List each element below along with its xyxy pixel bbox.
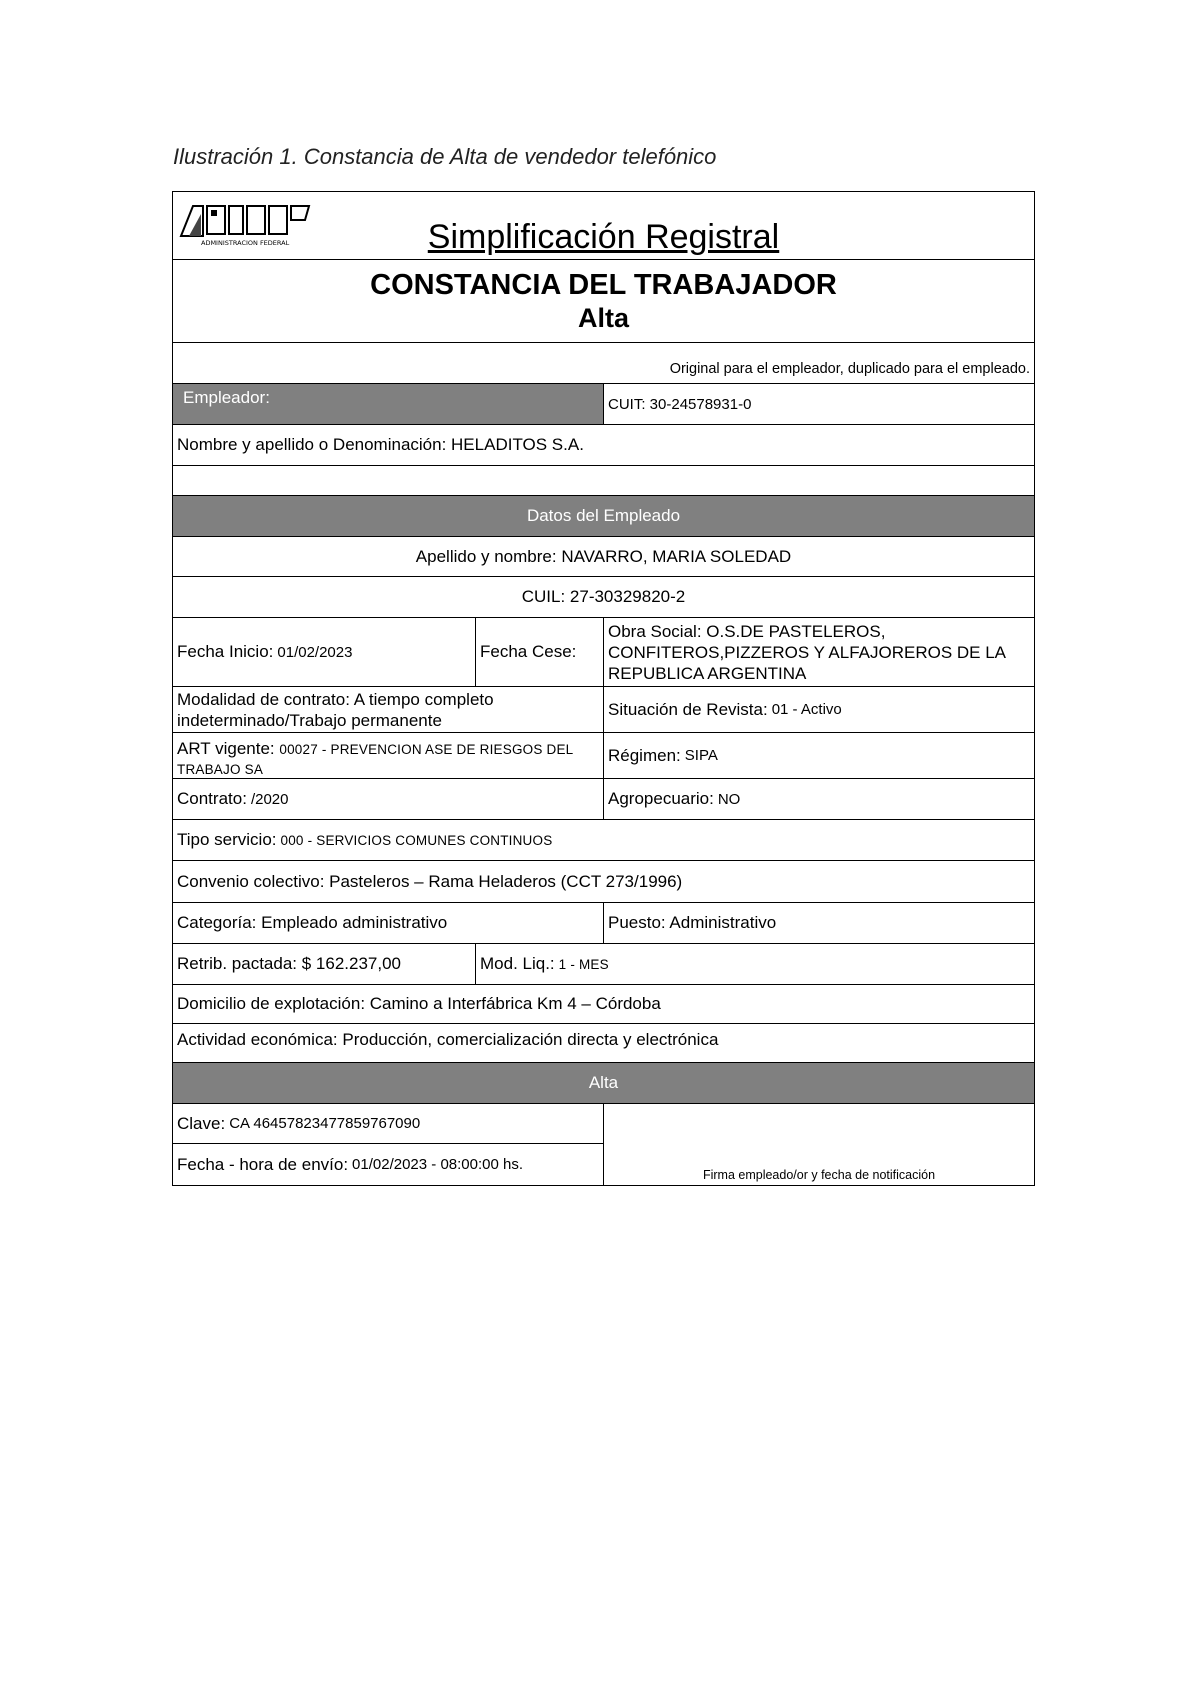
employee-section-heading: Datos del Empleado [173,496,1034,536]
contrato [173,779,603,819]
fecha-envio [173,1144,603,1185]
fecha-inicio [173,618,475,686]
alta-section-heading: Alta [173,1063,1034,1103]
regimen-value: SIPA [684,747,718,764]
retribucion-row [173,944,1034,985]
situacion-value: 01 - Activo [771,701,842,718]
employer-row [173,384,1034,425]
employee-cuil: CUIL: 27-30329820-2 [521,587,686,606]
alta-title: Alta [577,302,629,333]
actividad-economica: Actividad económica: Producción, comercialización directa y electrónica [177,1030,719,1049]
agropecuario-value: NO [717,790,741,808]
figure-caption: Ilustración 1. Constancia de Alta de vendedor telefónico [173,144,717,169]
clave-label: Clave: [177,1113,226,1133]
mod-liq [475,944,1034,984]
art-label: ART vigente: [177,739,280,758]
firma-box [603,1104,1034,1185]
modalidad-row [173,687,1034,733]
situacion-label: Situación de Revista: [608,699,768,719]
employer-cuit: CUIT: 30-24578931-0 [603,384,1034,424]
actividad-row [173,1024,1034,1063]
clave [173,1104,603,1144]
convenio-colectivo: Convenio colectivo: Pasteleros – Rama Heladeros (CCT 273/1996) [177,871,683,891]
mod-liq-label: Mod. Liq.: [480,954,555,973]
alta-section-header [173,1063,1034,1104]
domicilio-explotacion: Domicilio de explotación: Camino a Interfábrica Km 4 – Córdoba [177,994,661,1013]
art-row [173,733,1034,779]
clave-value: CA 46457823477859767090 [229,1115,421,1132]
fecha-inicio-value: 01/02/2023 [277,643,353,661]
employee-section-header [173,496,1034,537]
categoria: Categoría: Empleado administrativo [177,913,448,932]
domicilio-row [173,985,1034,1024]
contrato-row [173,779,1034,820]
situacion-revista [603,687,1034,732]
dates-row [173,618,1034,687]
form-title: Simplificación Registral [427,218,780,256]
firma-label: Firma empleado/or y fecha de notificación [702,1168,936,1182]
tipo-servicio-label: Tipo servicio: [177,830,277,849]
fecha-envio-value: 01/02/2023 - 08:00:00 hs. [352,1156,524,1173]
fecha-cese: Fecha Cese: [475,618,603,686]
employer-name: Nombre y apellido o Denominación: HELADITOS S.A. [177,435,584,454]
employee-name-row [173,537,1034,577]
employer-label: Empleador: [173,384,603,424]
regimen [603,733,1034,778]
alta-details [173,1104,1034,1185]
art-value: 00027 - PREVENCION ASE DE RIESGOS DEL TRABAJO SA [177,742,573,777]
retribucion-pactada: Retrib. pactada: $ 162.237,00 [177,954,401,973]
constancia-title: CONSTANCIA DEL TRABAJADOR [370,268,837,301]
tipo-servicio-value: 000 - SERVICIOS COMUNES CONTINUOS [280,832,553,848]
agropecuario [603,779,1034,819]
contrato-value: /2020 [250,790,289,808]
form-header [173,192,1034,260]
modalidad-contrato: Modalidad de contrato: A tiempo completo indeterminado/Trabajo permanente [177,689,494,730]
alta-left [173,1104,603,1185]
agropecuario-label: Agropecuario: [608,789,714,808]
employee-name: Apellido y nombre: NAVARRO, MARIA SOLEDAD [415,546,792,566]
mod-liq-value: 1 - MES [558,956,609,972]
svg-text:ADMINISTRACION FEDERAL: ADMINISTRACION FEDERAL [201,239,290,247]
puesto: Puesto: Administrativo [603,903,1034,943]
tipo-servicio [173,820,556,860]
constancia-form [172,191,1035,1186]
fecha-envio-label: Fecha - hora de envío: [177,1154,349,1174]
contrato-label: Contrato: [177,789,247,808]
tipo-servicio-row [173,820,1034,861]
fecha-inicio-label: Fecha Inicio: [177,642,274,661]
obra-social: Obra Social: O.S.DE PASTELEROS, CONFITEROS,PIZZEROS Y ALFAJOREROS DE LA REPUBLICA ARGENTINA [603,618,1034,686]
art-vigente [173,733,603,778]
regimen-label: Régimen: [608,745,681,765]
convenio-row [173,861,1034,903]
employee-cuil-row [173,577,1034,618]
title-block [173,260,1034,343]
categoria-row [173,903,1034,944]
employer-name-row [173,425,1034,466]
blank-row [173,466,1034,496]
original-note: Original para el empleador, duplicado para el empleado. [173,343,1034,384]
